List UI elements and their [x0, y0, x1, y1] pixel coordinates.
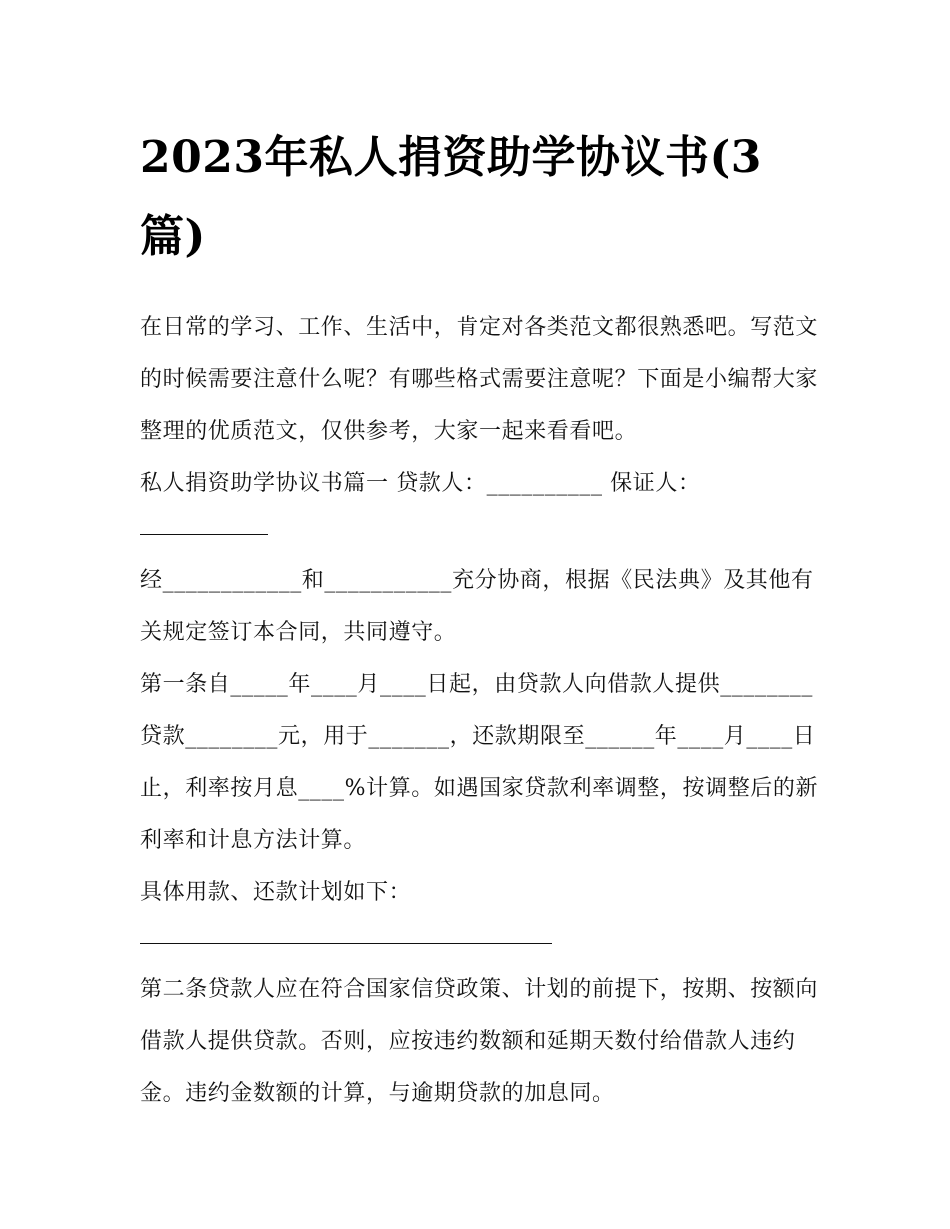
repayment-plan-blank-line [140, 925, 552, 944]
paragraph-loan-parties: 私人捐资助学协议书篇一 贷款人：__________ 保证人： [140, 471, 701, 496]
paragraph-repayment-plan: 具体用款、还款计划如下： [140, 880, 412, 905]
paragraph-article-one: 第一条自_____年____月____日起，由贷款人向借款人提供________贷款________元，用于_______，还款期限至______年____月____日止，利率按月息____%计算。如遇国家贷款利率调整，按调整后的新利率和计息方法计算。 [140, 672, 819, 853]
intro-paragraph: 在日常的学习、工作、生活中，肯定对各类范文都很熟悉吧。写范文的时候需要注意什么呢？有哪些格式需要注意呢？下面是小编帮大家整理的优质范文，仅供参考，大家一起来看看吧。 [140, 315, 819, 444]
paragraph-negotiation: 经____________和___________充分协商，根据《民法典》及其他有关规定签订本合同，共同遵守。 [140, 568, 814, 645]
document-title: 2023年私人捐资助学协议书(3篇) [140, 132, 762, 262]
guarantor-blank-line [140, 516, 268, 535]
paragraph-article-two: 第二条贷款人应在符合国家信贷政策、计划的前提下，按期、按额向借款人提供贷款。否则，应按违约数额和延期天数付给借款人违约金。违约金数额的计算，与逾期贷款的加息同。 [140, 977, 819, 1106]
